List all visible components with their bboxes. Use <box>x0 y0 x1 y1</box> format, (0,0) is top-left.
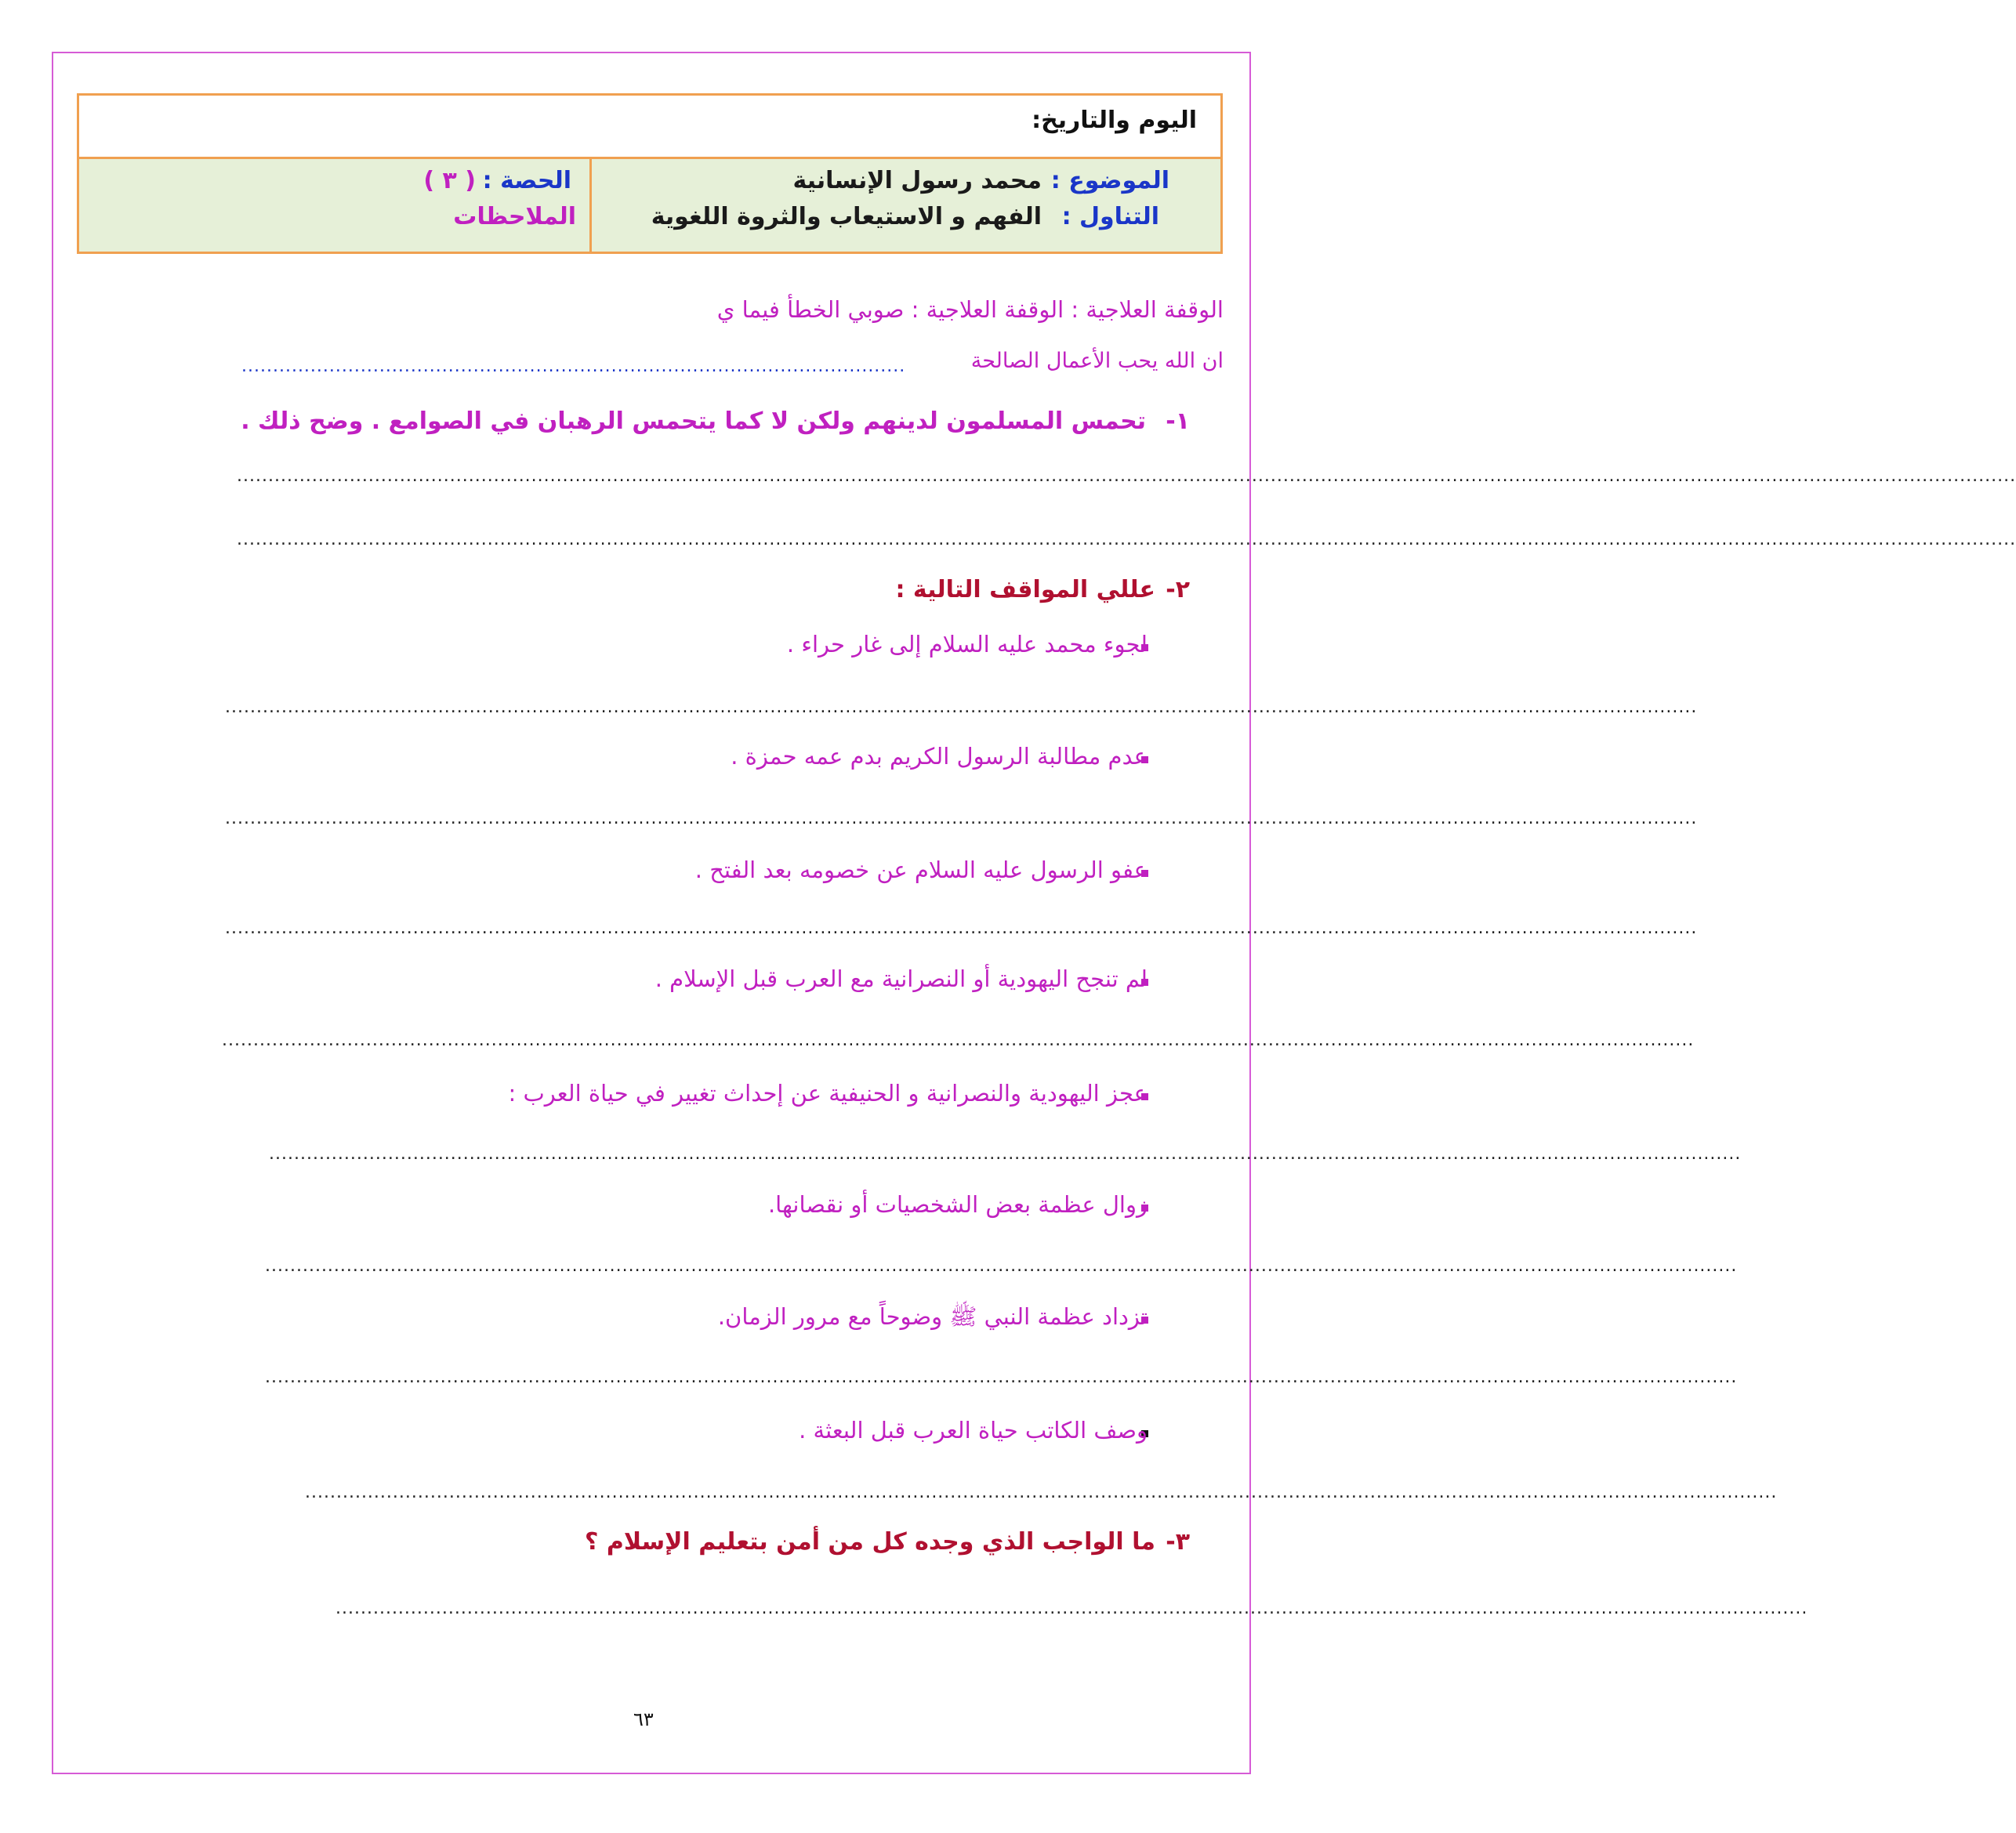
q1-answer-line-1: ............................................................................................................................................................................................................................................................................................ <box>237 466 2016 486</box>
q2-item-4: لم تنجح اليهودية أو النصرانية مع العرب قبل الإسلام . <box>654 965 1148 992</box>
period-label: الحصة : <box>482 167 571 194</box>
day-date-label: اليوم والتاريخ: <box>1032 107 1197 134</box>
remedial-answer-line: .......................................................................................................... <box>241 357 906 376</box>
q2-number: ٢- <box>1166 576 1190 603</box>
q2-item-3: عفو الرسول عليه السلام عن خصومه بعد الفتح . <box>694 857 1148 883</box>
period-value: ( ٣ ) <box>423 167 476 194</box>
q2-item-3-answer-line: ........................................................................................................................................................................................................................................... <box>225 918 1698 938</box>
header-date-row <box>79 96 1220 159</box>
q2-item-2-answer-line: ........................................................................................................................................................................................................................................... <box>225 809 1698 828</box>
q3-answer-line: ........................................................................................................................................................................................................................................... <box>335 1599 1808 1618</box>
q3-number: ٣- <box>1166 1528 1190 1556</box>
page-number: ٦٣ <box>633 1708 654 1730</box>
q2-item-7-answer-line: ........................................................................................................................................................................................................................................... <box>265 1368 1738 1387</box>
q2-item-8-answer-line: ........................................................................................................................................................................................................................................... <box>305 1483 1778 1502</box>
subject-value: محمد رسول الإنسانية <box>792 167 1042 194</box>
q2-item-7: تزداد عظمة النبي ﷺ وضوحاً مع مرور الزمان. <box>717 1303 1148 1330</box>
approach-label: التناول : <box>1061 203 1159 230</box>
q2-item-2: عدم مطالبة الرسول الكريم بدم عمه حمزة . <box>731 743 1148 770</box>
q1-number: ١- <box>1166 408 1190 435</box>
q2-text: عللي المواقف التالية : <box>895 576 1155 603</box>
header-table <box>77 93 1223 254</box>
q2-item-5-answer-line: ........................................................................................................................................................................................................................................... <box>269 1144 1742 1164</box>
q2-item-5: عجز اليهودية والنصرانية و الحنيفية عن إحداث تغيير في حياة العرب : <box>508 1080 1148 1107</box>
subject-label: الموضوع : <box>1050 167 1169 194</box>
approach-value: الفهم و الاستيعاب والثروة اللغوية <box>651 203 1042 230</box>
q1-text: تحمس المسلمون لدينهم ولكن لا كما يتحمس الرهبان في الصوامع . وضح ذلك . <box>241 408 1146 435</box>
q1-answer-line-2: ............................................................................................................................................................................................................................................................................................ <box>237 530 2016 549</box>
remedial-sentence: ان الله يحب الأعمال الصالحة <box>970 349 1224 373</box>
notes-label: الملاحظات <box>453 203 576 230</box>
header-divider <box>589 159 592 252</box>
q2-item-4-answer-line: ........................................................................................................................................................................................................................................... <box>222 1031 1695 1050</box>
q2-item-8: وصف الكاتب حياة العرب قبل البعثة . <box>799 1417 1148 1444</box>
q2-item-1: لجوء محمد عليه السلام إلى غار حراء . <box>786 631 1148 657</box>
q2-item-1-answer-line: ........................................................................................................................................................................................................................................... <box>225 697 1698 717</box>
remedial-title: الوقفة العلاجية : الوقفة العلاجية : صوبي الخطأ فيما ي <box>716 296 1224 323</box>
header-info-row <box>79 159 1220 252</box>
q2-item-6-answer-line: ........................................................................................................................................................................................................................................... <box>265 1256 1738 1276</box>
q2-item-6: زوال عظمة بعض الشخصيات أو نقصانها. <box>767 1191 1148 1218</box>
q3-text: ما الواجب الذي وجده كل من أمن بتعليم الإسلام ؟ <box>585 1528 1155 1556</box>
